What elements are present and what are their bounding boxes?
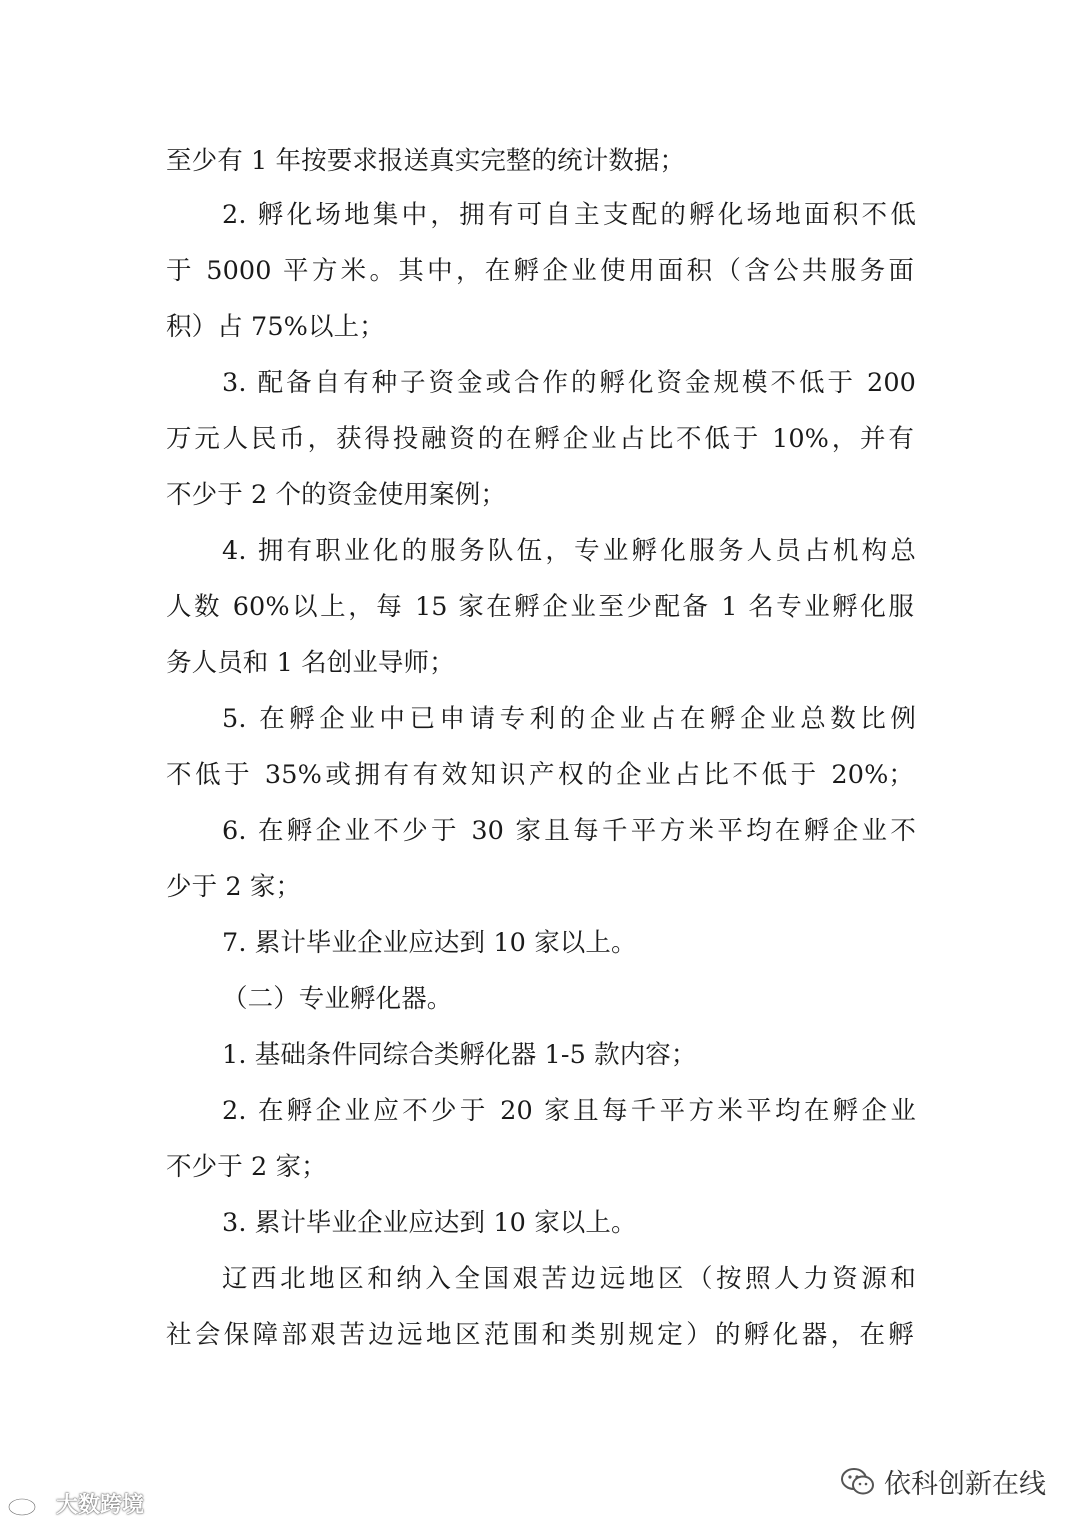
text-line: 万元人民币，获得投融资的在孵企业占比不低于 10%，并有 <box>166 424 914 454</box>
text-line: 辽西北地区和纳入全国艰苦边远地区（按照人力资源和 <box>222 1264 916 1294</box>
wechat-account-name: 依科创新在线 <box>884 1469 1046 1500</box>
text-line: 6. 在孵企业不少于 30 家且每千平方米平均在孵企业不 <box>222 816 916 846</box>
text-line: 人数 60%以上，每 15 家在孵企业至少配备 1 名专业孵化服 <box>166 592 914 622</box>
text-line: 不少于 2 家； <box>166 1152 327 1182</box>
watermark-text: 大数跨境 <box>56 1493 145 1518</box>
text-line: 7. 累计毕业企业应达到 10 家以上。 <box>222 928 637 958</box>
text-line: 1. 基础条件同综合类孵化器 1-5 款内容； <box>222 1040 697 1070</box>
text-line: 2. 在孵企业应不少于 20 家且每千平方米平均在孵企业 <box>222 1096 916 1126</box>
text-line: 务人员和 1 名创业导师； <box>166 648 455 678</box>
text-line: 5. 在孵企业中已申请专利的企业占在孵企业总数比例 <box>222 704 916 734</box>
text-line: 不低于 35%或拥有有效知识产权的企业占比不低于 20%； <box>166 760 914 790</box>
text-line: 4. 拥有职业化的服务队伍，专业孵化服务人员占机构总 <box>222 536 916 566</box>
text-line: 于 5000 平方米。其中，在孵企业使用面积（含公共服务面 <box>166 256 914 286</box>
text-line: 少于 2 家； <box>166 872 302 902</box>
text-line: 不少于 2 个的资金使用案例； <box>166 480 506 510</box>
text-line: 3. 配备自有种子资金或合作的孵化资金规模不低于 200 <box>222 368 916 398</box>
weibo-logo-icon <box>6 1491 52 1517</box>
watermark <box>6 1488 144 1519</box>
text-line: 积）占 75%以上； <box>166 312 385 342</box>
text-line: 2. 孵化场地集中，拥有可自主支配的孵化场地面积不低 <box>222 200 916 230</box>
text-line: 社会保障部艰苦边远地区范围和类别规定）的孵化器，在孵 <box>166 1320 914 1350</box>
wechat-icon <box>840 1467 876 1497</box>
section-heading: （二）专业孵化器。 <box>222 984 453 1014</box>
text-line: 3. 累计毕业企业应达到 10 家以上。 <box>222 1208 637 1238</box>
wechat-account-badge <box>840 1462 1046 1501</box>
text-line: 至少有 1 年按要求报送真实完整的统计数据； <box>166 146 686 176</box>
